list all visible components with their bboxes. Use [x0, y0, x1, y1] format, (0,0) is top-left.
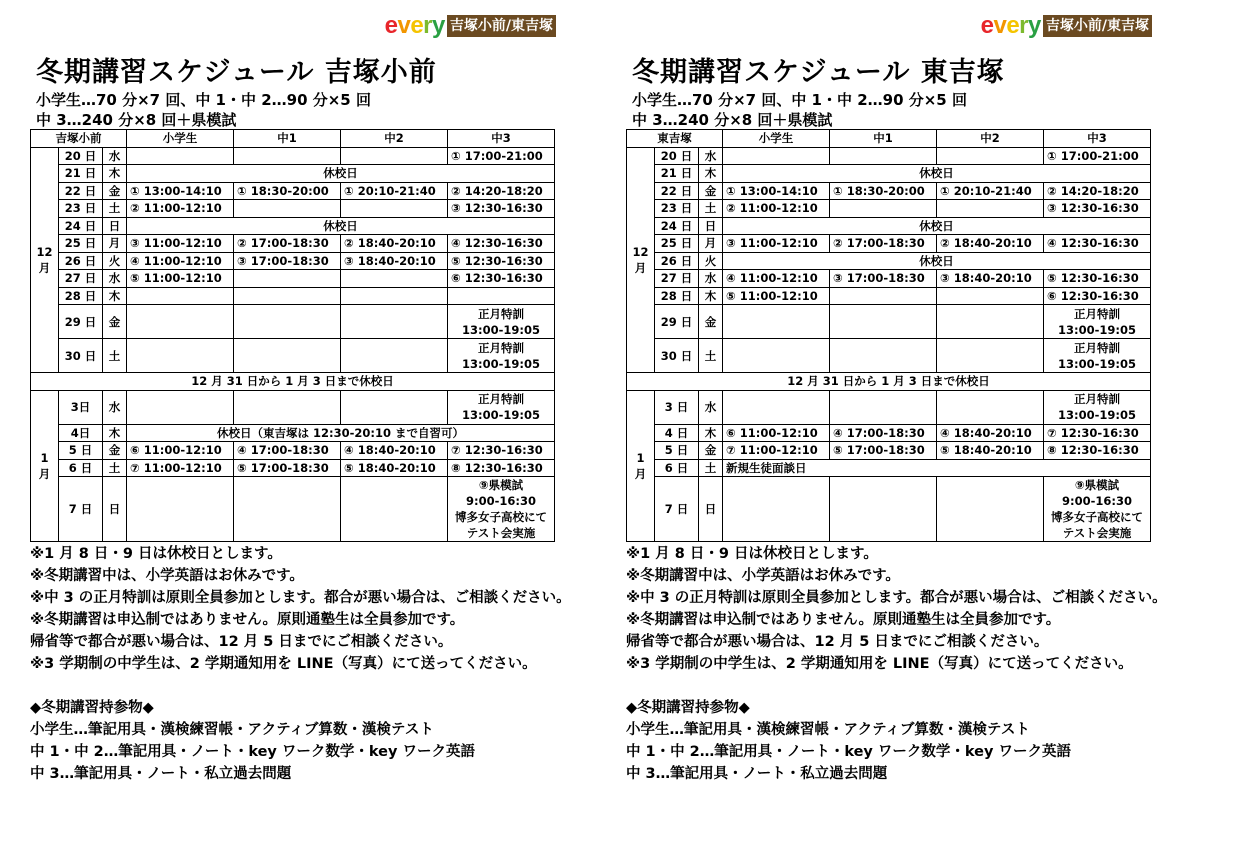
date-cell: 21 日 [59, 165, 103, 183]
date-cell: 3 日 [655, 390, 699, 424]
note-line: ※冬期講習中は、小学英語はお休みです。 [30, 568, 304, 584]
slot-cell: ① 17:00-21:00 [1044, 147, 1151, 165]
slot-cell [830, 477, 937, 542]
table-row [627, 424, 1151, 442]
page-title: 冬期講習スケジュール 東吉塚 [632, 57, 1005, 88]
date-cell: 4 日 [655, 424, 699, 442]
date-cell: 23 日 [59, 200, 103, 218]
slot-cell: ⑤ 17:00-18:30 [830, 442, 937, 460]
table-row [31, 339, 555, 373]
table-row [31, 182, 555, 200]
slot-cell: ③ 12:30-16:30 [448, 200, 555, 218]
slot-cell: ② 11:00-12:10 [723, 200, 830, 218]
logo-school-names: 吉塚小前/東吉塚 [447, 15, 556, 37]
table-row [627, 200, 1151, 218]
slot-cell: ⑦ 11:00-12:10 [723, 442, 830, 460]
notes-section [30, 543, 590, 785]
date-cell: 5 日 [59, 442, 103, 460]
date-cell: 27 日 [59, 270, 103, 288]
slot-cell [830, 147, 937, 165]
slot-cell [234, 390, 341, 424]
table-row [31, 252, 555, 270]
slot-cell: ③ 18:40-20:10 [937, 270, 1044, 288]
table-row [31, 459, 555, 477]
date-cell: 30 日 [59, 339, 103, 373]
holiday-cell: 休校日 [723, 252, 1151, 270]
slot-cell: ⑥ 11:00-12:10 [723, 424, 830, 442]
slot-cell: ⑥ 12:30-16:30 [448, 270, 555, 288]
subtitle-grade3-counts: 中 3…240 分×8 回＋県模試 [632, 111, 833, 129]
month-label: 1 月 [31, 390, 59, 542]
weekday-cell: 土 [699, 459, 723, 477]
slot-cell: ② 17:00-18:30 [830, 235, 937, 253]
date-cell: 6 日 [655, 459, 699, 477]
date-cell: 28 日 [59, 287, 103, 305]
note-line: ※3 学期制の中学生は、2 学期通知用を LINE（写真）にて送ってください。 [626, 656, 1133, 672]
slot-cell [341, 287, 448, 305]
holiday-cell: 休校日 [723, 165, 1151, 183]
weekday-cell: 水 [699, 147, 723, 165]
brand-logo [981, 14, 1152, 38]
page-title: 冬期講習スケジュール 吉塚小前 [36, 57, 437, 88]
month-label: 1 月 [627, 390, 655, 542]
slot-cell: ⑤ 11:00-12:10 [723, 287, 830, 305]
date-cell: 7 日 [655, 477, 699, 542]
date-cell: 20 日 [59, 147, 103, 165]
table-row [627, 270, 1151, 288]
slot-cell [341, 477, 448, 542]
date-cell: 24 日 [655, 217, 699, 235]
note-line: 中 3…筆記用具・ノート・私立過去問題 [626, 766, 888, 782]
table-row [627, 459, 1151, 477]
slot-cell [127, 390, 234, 424]
date-cell: 20 日 [655, 147, 699, 165]
note-line: 中 1・中 2…筆記用具・ノート・key ワーク数学・key ワーク英語 [626, 744, 1072, 760]
table-row [31, 442, 555, 460]
slot-cell: ② 18:40-20:10 [341, 235, 448, 253]
slot-cell [937, 477, 1044, 542]
slot-cell [341, 200, 448, 218]
slot-cell [234, 287, 341, 305]
slot-cell: ⑨県模試 9:00-16:30 博多女子高校にて テスト会実施 [1044, 477, 1151, 542]
weekday-cell: 土 [699, 339, 723, 373]
note-line: 帰省等で都合が悪い場合は、12 月 5 日までにご相談ください。 [626, 634, 1049, 650]
slot-cell: ⑦ 12:30-16:30 [448, 442, 555, 460]
month-label: 12 月 [627, 147, 655, 373]
note-line: ※中 3 の正月特訓は原則全員参加とします。都合が悪い場合は、ご相談ください。 [626, 590, 1167, 606]
header-grade: 小学生 [723, 130, 830, 148]
schedule-table [30, 129, 555, 542]
holiday-cell: 休校日 [127, 217, 555, 235]
slot-cell [127, 339, 234, 373]
slot-cell: ④ 18:40-20:10 [341, 442, 448, 460]
table-row [627, 235, 1151, 253]
slot-cell [341, 339, 448, 373]
slot-cell [341, 270, 448, 288]
slot-cell [341, 390, 448, 424]
date-cell: 30 日 [655, 339, 699, 373]
slot-cell [234, 305, 341, 339]
slot-cell: ④ 12:30-16:30 [1044, 235, 1151, 253]
note-line: 小学生…筆記用具・漢検練習帳・アクティブ算数・漢検テスト [626, 722, 1030, 738]
slot-cell: ② 14:20-18:20 [1044, 182, 1151, 200]
weekday-cell: 木 [103, 424, 127, 442]
holiday-banner: 12 月 31 日から 1 月 3 日まで休校日 [627, 373, 1151, 391]
slot-cell: ① 18:30-20:00 [234, 182, 341, 200]
slot-cell: ② 17:00-18:30 [234, 235, 341, 253]
date-cell: 29 日 [59, 305, 103, 339]
note-line: 中 3…筆記用具・ノート・私立過去問題 [30, 766, 292, 782]
weekday-cell: 木 [699, 424, 723, 442]
table-row [31, 390, 555, 424]
date-cell: 4日 [59, 424, 103, 442]
date-cell: 25 日 [59, 235, 103, 253]
date-cell: 5 日 [655, 442, 699, 460]
table-row [31, 165, 555, 183]
holiday-cell: 休校日 [127, 165, 555, 183]
date-cell: 24 日 [59, 217, 103, 235]
header-grade: 中2 [341, 130, 448, 148]
slot-cell [723, 477, 830, 542]
slot-cell: ② 11:00-12:10 [127, 200, 234, 218]
note-line: 中 1・中 2…筆記用具・ノート・key ワーク数学・key ワーク英語 [30, 744, 476, 760]
table-row [627, 287, 1151, 305]
weekday-cell: 月 [103, 235, 127, 253]
header-school: 東吉塚 [627, 130, 723, 148]
slot-cell [937, 390, 1044, 424]
header-grade: 中1 [830, 130, 937, 148]
date-cell: 22 日 [655, 182, 699, 200]
weekday-cell: 水 [699, 270, 723, 288]
weekday-cell: 土 [103, 200, 127, 218]
slot-cell: ⑤ 17:00-18:30 [234, 459, 341, 477]
slot-cell: ④ 12:30-16:30 [448, 235, 555, 253]
date-cell: 23 日 [655, 200, 699, 218]
weekday-cell: 土 [699, 200, 723, 218]
date-cell: 6 日 [59, 459, 103, 477]
date-cell: 29 日 [655, 305, 699, 339]
schedule-table [626, 129, 1151, 542]
slot-cell: ② 14:20-18:20 [448, 182, 555, 200]
slot-cell: ⑦ 12:30-16:30 [1044, 424, 1151, 442]
slot-cell: ⑥ 11:00-12:10 [127, 442, 234, 460]
slot-cell [723, 147, 830, 165]
slot-cell [723, 390, 830, 424]
weekday-cell: 水 [103, 147, 127, 165]
note-cell: 新規生徒面談日 [723, 459, 1151, 477]
note-line: ※3 学期制の中学生は、2 学期通知用を LINE（写真）にて送ってください。 [30, 656, 537, 672]
date-cell: 7 日 [59, 477, 103, 542]
slot-cell [937, 287, 1044, 305]
slot-cell [937, 200, 1044, 218]
weekday-cell: 金 [699, 442, 723, 460]
weekday-cell: 土 [103, 339, 127, 373]
slot-cell [341, 147, 448, 165]
holiday-cell: 休校日 [723, 217, 1151, 235]
table-row [31, 305, 555, 339]
header-grade: 中3 [448, 130, 555, 148]
slot-cell: ⑥ 12:30-16:30 [1044, 287, 1151, 305]
slot-cell: ④ 17:00-18:30 [234, 442, 341, 460]
weekday-cell: 木 [103, 287, 127, 305]
date-cell: 26 日 [655, 252, 699, 270]
weekday-cell: 木 [699, 165, 723, 183]
table-row [627, 442, 1151, 460]
notes-section [626, 543, 1186, 785]
slot-cell: ⑤ 11:00-12:10 [127, 270, 234, 288]
slot-cell [234, 339, 341, 373]
slot-cell: 正月特訓 13:00-19:05 [448, 305, 555, 339]
slot-cell: ③ 12:30-16:30 [1044, 200, 1151, 218]
slot-cell: ③ 11:00-12:10 [723, 235, 830, 253]
slot-cell: ④ 11:00-12:10 [127, 252, 234, 270]
table-row [627, 390, 1151, 424]
slot-cell: ① 18:30-20:00 [830, 182, 937, 200]
slot-cell [127, 305, 234, 339]
slot-cell: ⑨県模試 9:00-16:30 博多女子高校にて テスト会実施 [448, 477, 555, 542]
weekday-cell: 火 [699, 252, 723, 270]
slot-cell: ③ 17:00-18:30 [234, 252, 341, 270]
slot-cell [723, 305, 830, 339]
date-cell: 26 日 [59, 252, 103, 270]
slot-cell: ⑤ 12:30-16:30 [1044, 270, 1151, 288]
table-row [627, 477, 1151, 542]
note-line: ※冬期講習は申込制ではありません。原則通塾生は全員参加です。 [626, 612, 1061, 628]
slot-cell: 正月特訓 13:00-19:05 [1044, 339, 1151, 373]
table-row [31, 235, 555, 253]
slot-cell [830, 200, 937, 218]
weekday-cell: 水 [699, 390, 723, 424]
table-row [31, 270, 555, 288]
table-row [627, 252, 1151, 270]
slot-cell [234, 477, 341, 542]
note-line: ※1 月 8 日・9 日は休校日とします。 [30, 546, 282, 562]
slot-cell: ⑤ 18:40-20:10 [341, 459, 448, 477]
slot-cell [341, 305, 448, 339]
table-row [31, 200, 555, 218]
table-header-row [627, 130, 1151, 148]
note-line: 小学生…筆記用具・漢検練習帳・アクティブ算数・漢検テスト [30, 722, 434, 738]
slot-cell: ① 17:00-21:00 [448, 147, 555, 165]
slot-cell: ① 20:10-21:40 [341, 182, 448, 200]
holiday-banner-row [627, 373, 1151, 391]
slot-cell: ③ 17:00-18:30 [830, 270, 937, 288]
weekday-cell: 金 [103, 305, 127, 339]
weekday-cell: 日 [699, 477, 723, 542]
weekday-cell: 金 [699, 305, 723, 339]
date-cell: 3日 [59, 390, 103, 424]
subtitle-lesson-counts: 小学生…70 分×7 回、中 1・中 2…90 分×5 回 [36, 91, 371, 109]
logo-school-names: 吉塚小前/東吉塚 [1043, 15, 1152, 37]
table-row [627, 165, 1151, 183]
logo-brand-text: every [384, 12, 445, 39]
slot-cell: ⑤ 12:30-16:30 [448, 252, 555, 270]
note-line: ※1 月 8 日・9 日は休校日とします。 [626, 546, 878, 562]
weekday-cell: 金 [103, 442, 127, 460]
slot-cell [830, 287, 937, 305]
slot-cell: ④ 18:40-20:10 [937, 424, 1044, 442]
note-line: ※冬期講習は申込制ではありません。原則通塾生は全員参加です。 [30, 612, 465, 628]
slot-cell: ⑦ 11:00-12:10 [127, 459, 234, 477]
slot-cell: ④ 17:00-18:30 [830, 424, 937, 442]
slot-cell [830, 390, 937, 424]
table-row [31, 477, 555, 542]
holiday-banner-row [31, 373, 555, 391]
date-cell: 21 日 [655, 165, 699, 183]
slot-cell [234, 200, 341, 218]
slot-cell [127, 477, 234, 542]
slot-cell [234, 147, 341, 165]
slot-cell: ① 13:00-14:10 [127, 182, 234, 200]
table-row [627, 217, 1151, 235]
weekday-cell: 火 [103, 252, 127, 270]
month-label: 12 月 [31, 147, 59, 373]
table-row [31, 287, 555, 305]
header-grade: 中2 [937, 130, 1044, 148]
slot-cell [127, 147, 234, 165]
slot-cell: ⑧ 12:30-16:30 [448, 459, 555, 477]
weekday-cell: 金 [699, 182, 723, 200]
slot-cell [937, 147, 1044, 165]
slot-cell [830, 305, 937, 339]
date-cell: 27 日 [655, 270, 699, 288]
notes-spacer [626, 675, 1186, 697]
note-line: ※中 3 の正月特訓は原則全員参加とします。都合が悪い場合は、ご相談ください。 [30, 590, 571, 606]
slot-cell: 正月特訓 13:00-19:05 [1044, 390, 1151, 424]
weekday-cell: 日 [103, 217, 127, 235]
header-school: 吉塚小前 [31, 130, 127, 148]
weekday-cell: 土 [103, 459, 127, 477]
subtitle-lesson-counts: 小学生…70 分×7 回、中 1・中 2…90 分×5 回 [632, 91, 967, 109]
table-header-row [31, 130, 555, 148]
date-cell: 25 日 [655, 235, 699, 253]
notes-spacer [30, 675, 590, 697]
slot-cell [937, 339, 1044, 373]
slot-cell [234, 270, 341, 288]
logo-brand-text: every [980, 12, 1041, 39]
header-grade: 中3 [1044, 130, 1151, 148]
table-row [627, 339, 1151, 373]
note-line: 帰省等で都合が悪い場合は、12 月 5 日までにご相談ください。 [30, 634, 453, 650]
slot-cell [830, 339, 937, 373]
table-row [627, 182, 1151, 200]
slot-cell: ⑧ 12:30-16:30 [1044, 442, 1151, 460]
note-line: ※冬期講習中は、小学英語はお休みです。 [626, 568, 900, 584]
slot-cell: 正月特訓 13:00-19:05 [1044, 305, 1151, 339]
slot-cell: ① 20:10-21:40 [937, 182, 1044, 200]
table-row [627, 147, 1151, 165]
weekday-cell: 水 [103, 270, 127, 288]
slot-cell: 正月特訓 13:00-19:05 [448, 339, 555, 373]
weekday-cell: 水 [103, 390, 127, 424]
holiday-banner: 12 月 31 日から 1 月 3 日まで休校日 [31, 373, 555, 391]
header-grade: 中1 [234, 130, 341, 148]
table-row [31, 217, 555, 235]
weekday-cell: 木 [103, 165, 127, 183]
holiday-cell: 休校日（東吉塚は 12:30-20:10 まで自習可） [127, 424, 555, 442]
slot-cell: ③ 11:00-12:10 [127, 235, 234, 253]
slot-cell: ② 18:40-20:10 [937, 235, 1044, 253]
weekday-cell: 日 [699, 217, 723, 235]
slot-cell [723, 339, 830, 373]
slot-cell [937, 305, 1044, 339]
weekday-cell: 日 [103, 477, 127, 542]
table-row [31, 147, 555, 165]
header-grade: 小学生 [127, 130, 234, 148]
brand-logo [385, 14, 556, 38]
table-row [627, 305, 1151, 339]
date-cell: 28 日 [655, 287, 699, 305]
slot-cell: ⑤ 18:40-20:10 [937, 442, 1044, 460]
subtitle-grade3-counts: 中 3…240 分×8 回＋県模試 [36, 111, 237, 129]
slot-cell: ③ 18:40-20:10 [341, 252, 448, 270]
table-row [31, 424, 555, 442]
slot-cell: ④ 11:00-12:10 [723, 270, 830, 288]
note-line: ◆冬期講習持参物◆ [30, 700, 154, 716]
slot-cell [127, 287, 234, 305]
note-line: ◆冬期講習持参物◆ [626, 700, 750, 716]
weekday-cell: 金 [103, 182, 127, 200]
slot-cell: 正月特訓 13:00-19:05 [448, 390, 555, 424]
weekday-cell: 木 [699, 287, 723, 305]
slot-cell: ① 13:00-14:10 [723, 182, 830, 200]
date-cell: 22 日 [59, 182, 103, 200]
slot-cell [448, 287, 555, 305]
weekday-cell: 月 [699, 235, 723, 253]
